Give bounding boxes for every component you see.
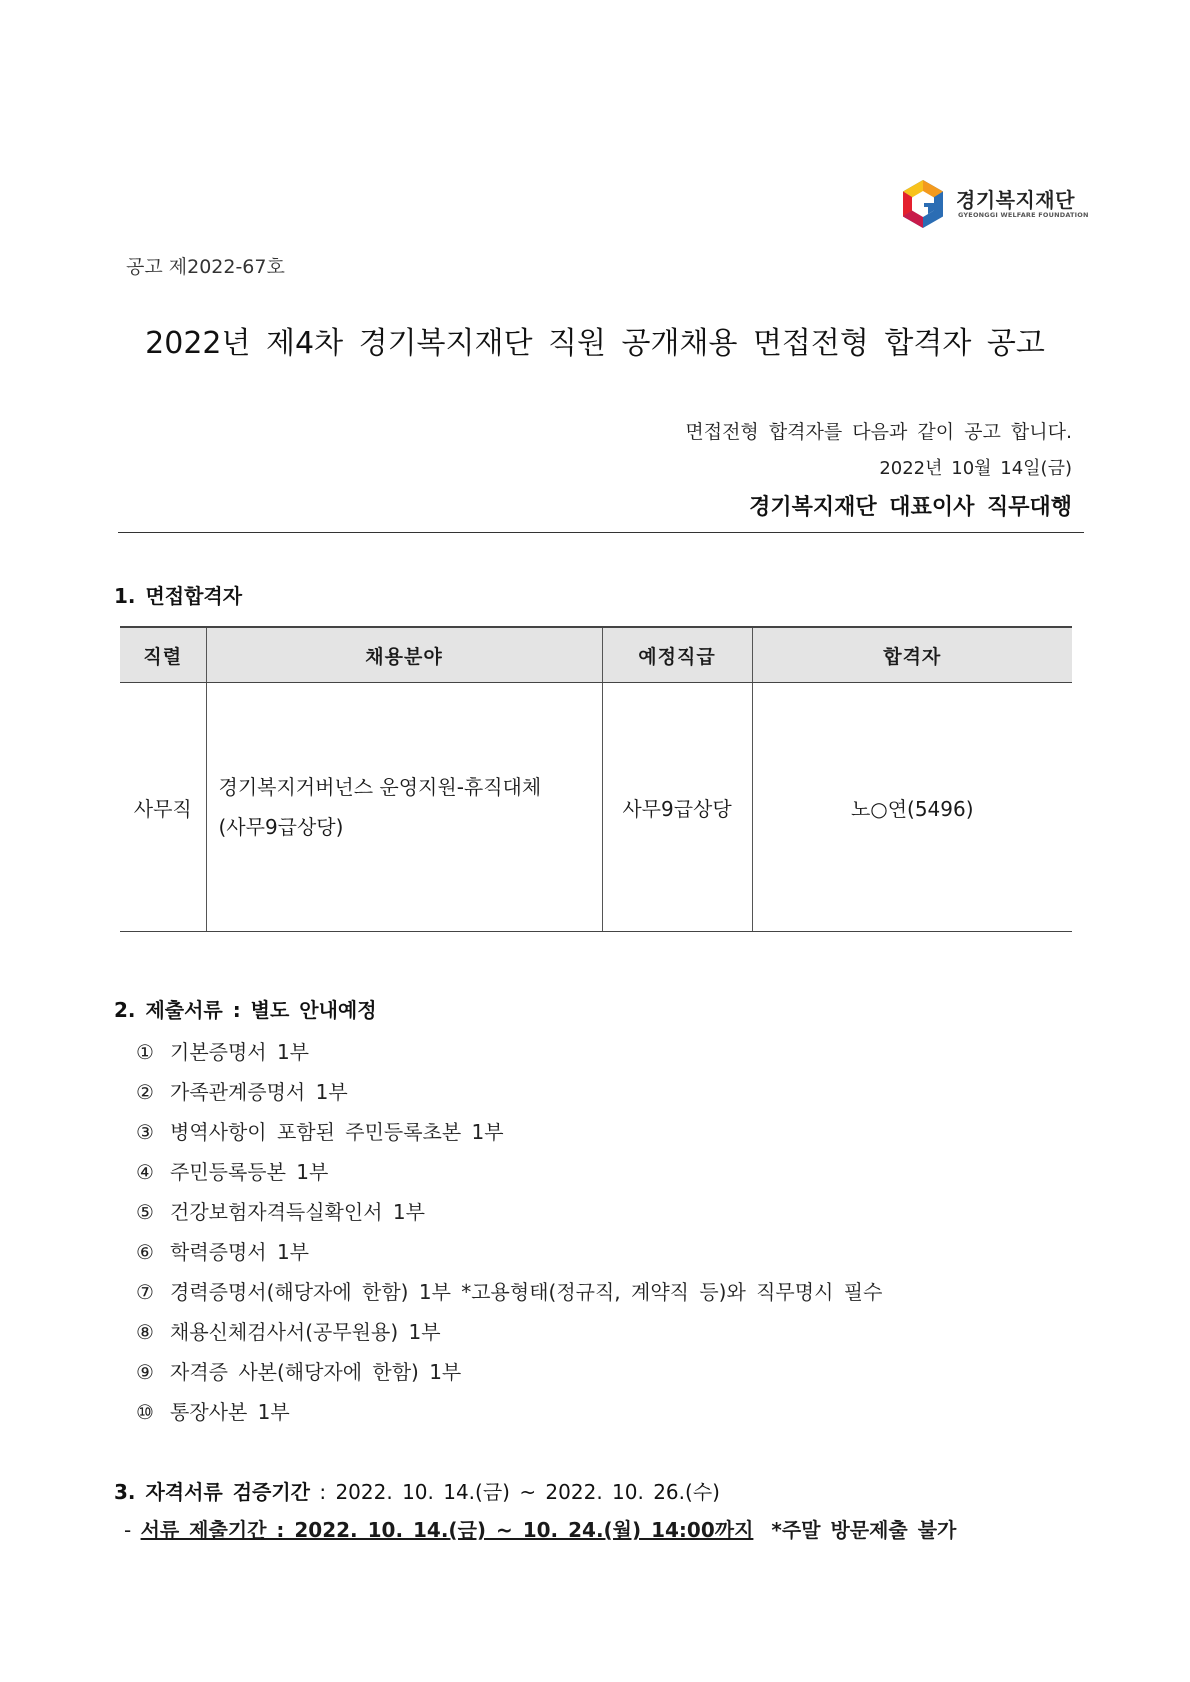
list-item — [136, 1032, 882, 1072]
item-text: 주민등록등본 1부 — [170, 1160, 329, 1184]
section3 — [114, 1476, 720, 1505]
section2-heading: 2. 제출서류 : 별도 안내예정 — [114, 998, 377, 1022]
cell-passer: 노○연(5496) — [752, 683, 1072, 932]
column-header-field: 채용분야 — [206, 627, 602, 683]
cell-series: 사무직 — [120, 683, 206, 932]
cell-field — [206, 683, 602, 932]
document-title: 2022년 제4차 경기복지재단 직원 공개채용 면접전형 합격자 공고 — [145, 326, 1045, 361]
item-text: 학력증명서 1부 — [170, 1240, 310, 1264]
section3-heading: 3. 자격서류 검증기간 — [114, 1480, 310, 1504]
list-item — [136, 1392, 882, 1432]
list-item — [136, 1112, 882, 1152]
item-text: 가족관계증명서 1부 — [170, 1080, 348, 1104]
passers-table — [120, 626, 1072, 932]
list-item — [136, 1232, 882, 1272]
item-number: ② — [136, 1080, 154, 1104]
intro-text: 면접전형 합격자를 다음과 같이 공고 합니다. — [685, 421, 1072, 443]
item-text: 경력증명서(해당자에 한함) 1부 *고용형태(정규직, 계약직 등)와 직무명시 필수 — [170, 1280, 883, 1304]
item-number: ⑦ — [136, 1280, 154, 1304]
notice-number: 공고 제2022-67호 — [126, 256, 285, 278]
item-number: ⑥ — [136, 1240, 154, 1264]
item-text: 채용신체검사서(공무원용) 1부 — [170, 1320, 441, 1344]
cell-grade: 사무9급상당 — [602, 683, 752, 932]
notice-date: 2022년 10월 14일(금) — [879, 458, 1072, 479]
item-number: ⑨ — [136, 1360, 154, 1384]
cell-field-line1: 경기복지거버넌스 운영지원-휴직대체 — [218, 775, 542, 799]
table-row — [120, 683, 1072, 932]
item-text: 기본증명서 1부 — [170, 1040, 310, 1064]
documents-list — [136, 1032, 882, 1432]
submission-period: 서류 제출기간 : 2022. 10. 14.(금) ~ 10. 24.(월) 14:00까지 — [140, 1518, 754, 1542]
signatory: 경기복지재단 대표이사 직무대행 — [749, 495, 1072, 520]
submission-period-line — [124, 1514, 956, 1543]
item-number: ③ — [136, 1120, 154, 1144]
verification-period: : 2022. 10. 14.(금) ~ 2022. 10. 26.(수) — [310, 1480, 720, 1504]
list-item — [136, 1072, 882, 1112]
header-divider — [118, 532, 1084, 533]
column-header-passer: 합격자 — [752, 627, 1072, 683]
item-text: 건강보험자격득실확인서 1부 — [170, 1200, 425, 1224]
column-header-series: 직렬 — [120, 627, 206, 683]
list-item — [136, 1152, 882, 1192]
column-header-grade: 예정직급 — [602, 627, 752, 683]
foundation-logo-icon — [898, 178, 948, 230]
logo-name-ko: 경기복지재단 — [956, 188, 1075, 212]
list-item — [136, 1192, 882, 1232]
item-number: ⑧ — [136, 1320, 154, 1344]
list-item — [136, 1312, 882, 1352]
foundation-logo — [898, 178, 1089, 230]
logo-name-en: GYEONGGI WELFARE FOUNDATION — [958, 211, 1089, 219]
item-number: ⑩ — [136, 1400, 154, 1424]
section1-heading: 1. 면접합격자 — [114, 584, 243, 608]
list-item — [136, 1272, 882, 1312]
weekend-note: *주말 방문제출 불가 — [771, 1518, 957, 1542]
table-header-row — [120, 627, 1072, 683]
list-item — [136, 1352, 882, 1392]
item-text: 통장사본 1부 — [170, 1400, 290, 1424]
item-text: 병역사항이 포함된 주민등록초본 1부 — [170, 1120, 504, 1144]
item-text: 자격증 사본(해당자에 한함) 1부 — [170, 1360, 462, 1384]
item-number: ⑤ — [136, 1200, 154, 1224]
cell-field-line2: (사무9급상당) — [218, 815, 344, 839]
item-number: ① — [136, 1040, 154, 1064]
item-number: ④ — [136, 1160, 154, 1184]
dash-marker: - — [124, 1518, 141, 1542]
